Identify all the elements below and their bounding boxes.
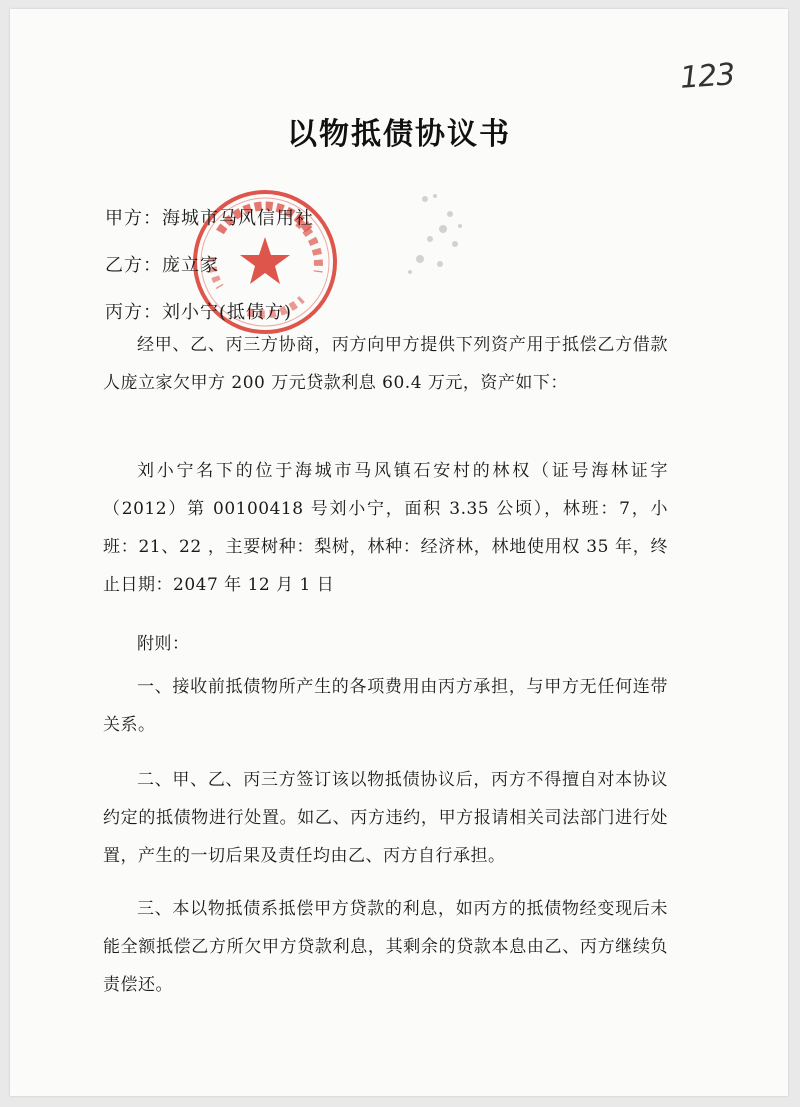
appendix-heading: 附则： [137,634,190,654]
clause-one: 一、接收前抵债物所产生的各项费用由丙方承担，与甲方无任何连带关系。 [103,677,668,735]
clause-three: 三、本以物抵债系抵偿甲方贷款的利息，如丙方的抵债物经变现后未能全额抵偿乙方所欠甲方贷款利息，其剩余的贷款本息由乙、丙方继续负责偿还。 [103,899,668,995]
party-c-line: 丙方：刘小宁(抵债方) [105,302,293,323]
intro-paragraph: 经甲、乙、丙三方协商，丙方向甲方提供下列资产用于抵偿乙方借款人庞立家欠甲方 200 万元贷款利息 60.4 万元，资产如下： [103,335,668,393]
clause-two: 二、甲、乙、丙三方签订该以物抵债协议后，丙方不得擅自对本协议约定的抵债物进行处置。如乙、丙方违约，甲方报请相关司法部门进行处置，产生的一切后果及责任均由乙、丙方自行承担。 [103,770,668,866]
faint-stamp-smudge-icon [395,184,485,284]
asset-paragraph: 刘小宁名下的位于海城市马风镇石安村的林权（证号海林证字（2012）第 00100418 号刘小宁，面积 3.35 公顷），林班：7，小班：21、22 ，主要树种：梨树，林种：经济林，林地使用权 35 年，终止日期：2047 年 12 月 1 日 [103,461,668,595]
document-page [10,9,788,1096]
party-a-line: 甲方：海城市马风信用社 [105,208,314,229]
handwritten-page-number: 123 [678,57,736,96]
document-title: 以物抵债协议书 [287,117,511,152]
party-b-line: 乙方：庞立家 [105,255,219,276]
